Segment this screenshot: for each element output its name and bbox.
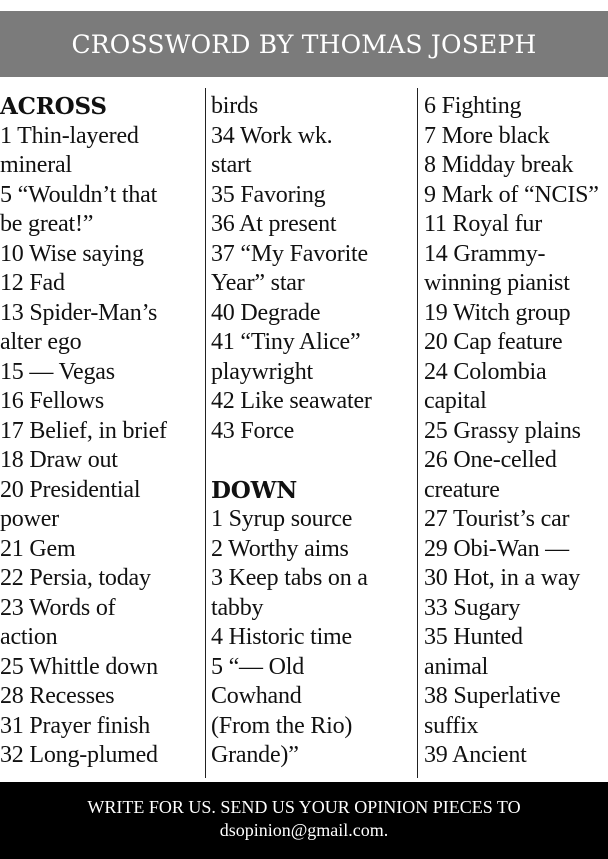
clue-line: 12 Fad [0,270,65,296]
across-column [0,92,200,771]
right-column [424,92,608,771]
clue-line: 43 Force [211,417,295,444]
clue-line: 21 Gem [0,535,76,562]
clue-line: 19 Witch group [424,299,571,326]
clue-line: 25 Grassy plains [424,417,581,444]
clue-line: 35 Hunted [424,624,523,650]
clue-line: 4 Historic time [211,624,352,650]
clue-line: playwright [211,358,313,385]
page-title: CROSSWORD BY THOMAS JOSEPH [71,29,537,59]
clue-line: power [0,506,59,532]
clue-line: 35 Favoring [211,181,326,208]
clue-line: capital [424,388,487,414]
clue-line: 2 Worthy aims [211,535,349,562]
clue-line: 29 Obi-Wan — [424,535,569,562]
clue-line: 18 Draw out [0,447,118,473]
clue-line: 37 “My Favorite [211,240,368,267]
clue-line: 40 Degrade [211,299,321,326]
column-divider [417,88,418,778]
clue-line: mineral [0,152,72,178]
clue-line: 34 Work wk. [211,122,333,149]
clue-line: 31 Prayer finish [0,712,151,739]
clue-line: 28 Recesses [0,683,115,709]
footer-email: dsopinion@gmail.com. [219,820,389,840]
clue-line: 25 Whittle down [0,653,158,680]
clue-line: Grande)” [211,742,299,768]
clue-line: 3 Keep tabs on a [211,565,368,591]
clue-line: 14 Grammy- [424,240,546,267]
clue-line: birds [211,93,259,119]
clue-line: 26 One-celled [424,447,557,473]
clue-line: 23 Words of [0,594,116,621]
clue-line: 39 Ancient [424,742,527,768]
clue-line: winning pianist [424,270,570,296]
clue-line: 8 Midday break [424,152,574,178]
clue-line: alter ego [0,329,82,355]
clue-line: 24 Colombia [424,358,547,385]
clue-line: 27 Tourist’s car [424,506,570,532]
clue-line: 1 Thin-layered [0,122,139,149]
clue-line: Cowhand [211,683,302,709]
clue-line: 42 Like seawater [211,388,372,414]
clue-line: 20 Cap feature [424,329,563,355]
middle-column [211,92,411,771]
clue-line: 41 “Tiny Alice” [211,329,361,355]
clue-line: 1 Syrup source [211,506,353,532]
clue-line: Year” star [211,270,305,296]
clue-line: 6 Fighting [424,93,522,119]
clue-line: 13 Spider-Man’s [0,299,158,326]
down-heading: DOWN [211,476,298,504]
clue-line: 17 Belief, in brief [0,417,167,444]
clue-line: 5 “Wouldn’t that [0,181,158,208]
clue-line: 33 Sugary [424,594,521,621]
clue-line: 20 Presidential [0,476,141,503]
clue-line: creature [424,476,500,503]
clue-line: suffix [424,712,479,739]
spacer [211,446,411,476]
clue-line: 16 Fellows [0,388,105,414]
clue-line: 30 Hot, in a way [424,565,581,591]
clue-line: 38 Superlative [424,683,561,709]
clue-line: 22 Persia, today [0,565,151,591]
footer-banner [0,782,608,859]
clue-line: 32 Long-plumed [0,742,158,768]
clue-line: tabby [211,594,264,621]
footer-line-1: WRITE FOR US. SEND US YOUR OPINION PIECES TO [87,797,521,817]
clue-line: 15 — Vegas [0,358,115,385]
column-divider [205,88,206,778]
clue-line: 11 Royal fur [424,211,543,237]
clue-line: (From the Rio) [211,712,353,739]
page-header [0,11,608,77]
clue-line: be great!” [0,211,94,237]
clue-line: animal [424,653,489,680]
clue-line: action [0,624,58,650]
clue-line: 7 More black [424,122,550,149]
across-heading: ACROSS [0,93,107,120]
clue-line: 9 Mark of “NCIS” [424,181,599,208]
clue-line: 5 “— Old [211,653,305,680]
clue-line: start [211,152,252,178]
clue-line: 10 Wise saying [0,240,144,267]
clue-line: 36 At present [211,211,337,237]
